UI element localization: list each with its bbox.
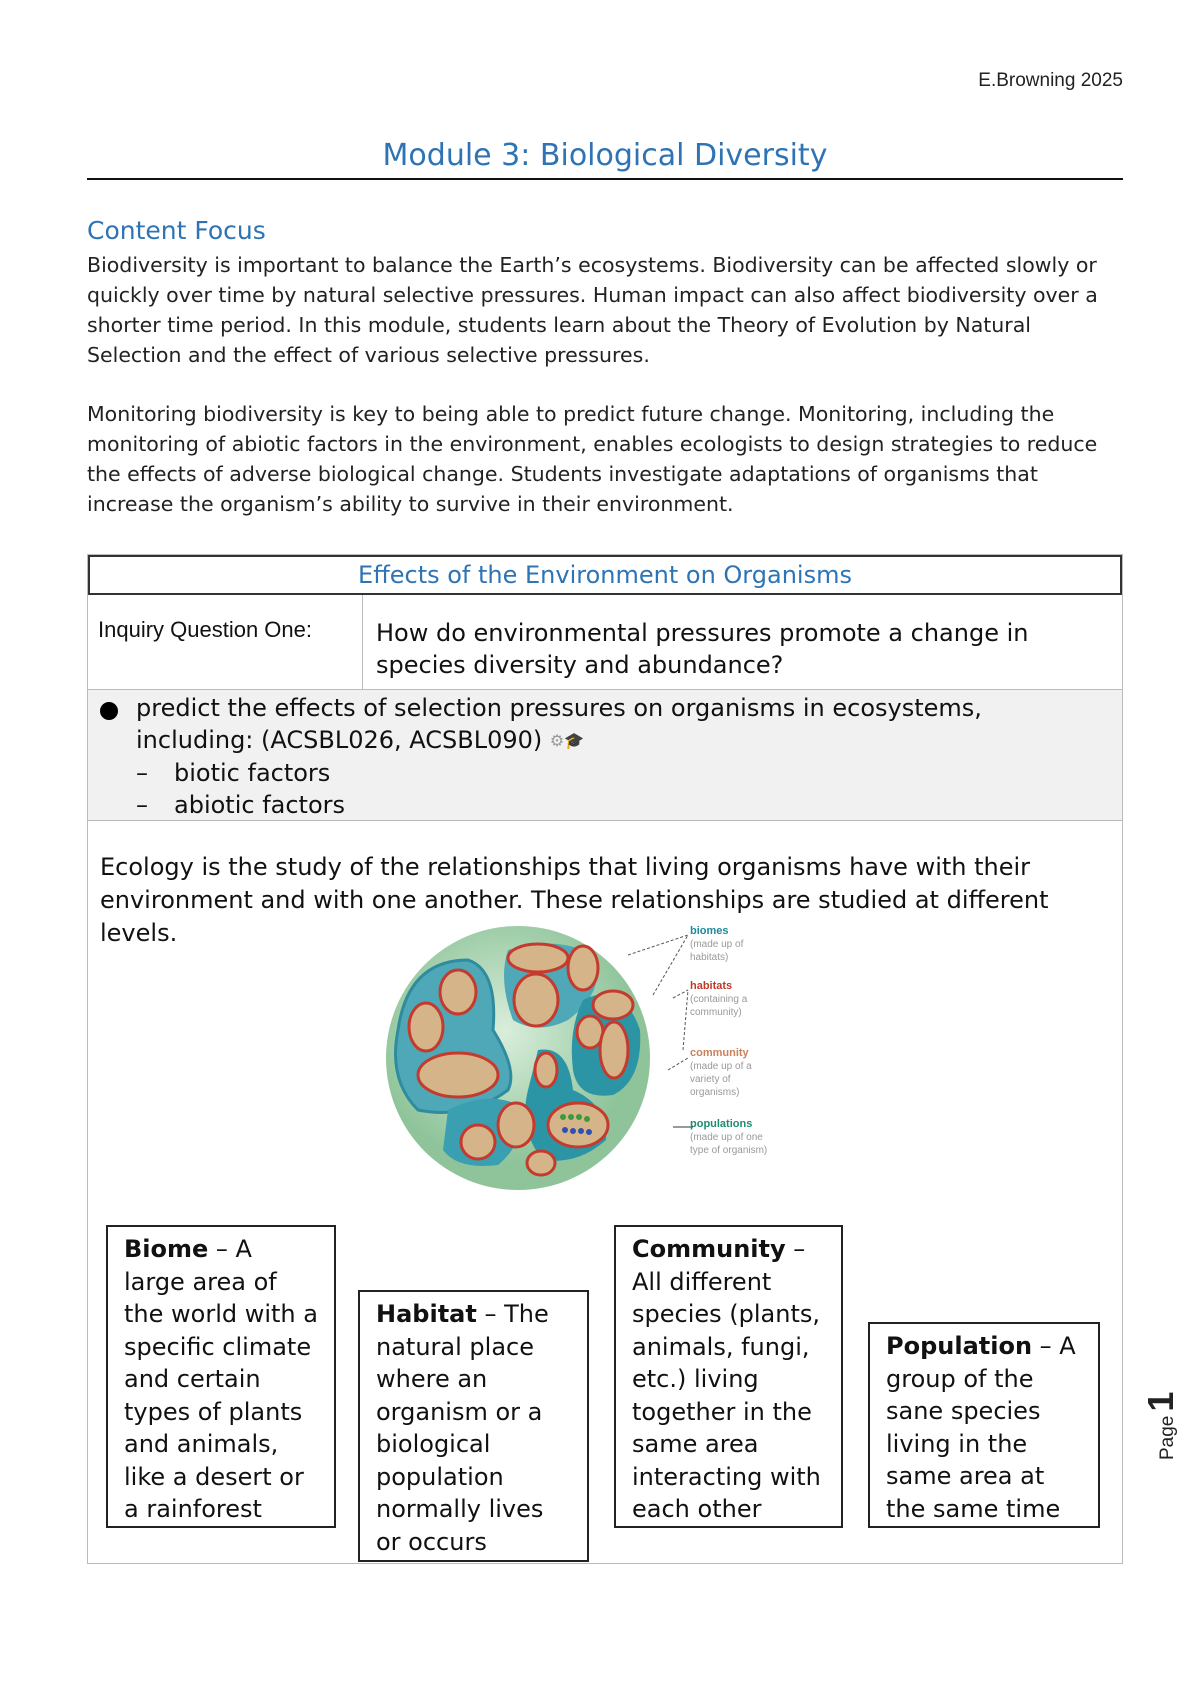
definition-population: Population – A group of the sane species living in the same area at the same time bbox=[868, 1322, 1100, 1528]
content-focus-paragraph-2: Monitoring biodiversity is key to being able to predict future change. Monitoring, including the monitoring of abiotic factors in the environment, enables ecologists to design strategies to reduce the effects of adverse biological change. Students investigate adaptations of organisms that increase the organism’s ability to survive in their environment. bbox=[87, 402, 1098, 516]
diagram-label-populations: populations (made up of one type of organism) bbox=[690, 1118, 768, 1156]
diagram-leader-lines bbox=[588, 920, 698, 1140]
sub-item: – abiotic factors bbox=[136, 791, 346, 819]
diagram-label-biomes: biomes (made up of habitats) bbox=[690, 925, 744, 963]
page-title: Module 3: Biological Diversity bbox=[382, 138, 828, 173]
outcome-line-1: predict the effects of selection pressures on organisms in ecosystems, bbox=[136, 694, 982, 722]
title-divider bbox=[87, 178, 1123, 180]
content-focus-paragraph-1: Biodiversity is important to balance the Earth’s ecosystems. Biodiversity can be affected slowly or quickly over time by natural selective pressures. Human impact can also affect biodiversity over a shorter time period. In this module, students learn about the Theory of Evolution by Natural Selection and the effect of various selective pressures. bbox=[87, 253, 1098, 367]
definition-habitat: Habitat – The natural place where an organism or a biological population normally lives or occurs bbox=[358, 1290, 589, 1562]
graduation-cap-icon: 🎓 bbox=[564, 731, 585, 750]
content-focus-heading: Content Focus bbox=[87, 216, 266, 245]
gears-icon: ⚙ bbox=[549, 731, 565, 750]
bullet-icon bbox=[100, 702, 118, 720]
effects-table bbox=[87, 554, 1123, 1564]
diagram-label-habitats: habitats (containing a community) bbox=[690, 980, 748, 1018]
sub-item: – biotic factors bbox=[136, 759, 331, 787]
inquiry-question-label: Inquiry Question One: bbox=[88, 595, 363, 690]
outcome-row bbox=[88, 690, 1122, 821]
inquiry-question-text: How do environmental pressures promote a change in species diversity and abundance? bbox=[363, 595, 1122, 690]
page-number: Page1 bbox=[1140, 1391, 1181, 1460]
diagram-label-community: community (made up of a variety of organisms) bbox=[690, 1047, 752, 1098]
definition-community: Community – All different species (plants, animals, fungi, etc.) living together in the same area interacting with each other bbox=[614, 1225, 843, 1528]
ecology-text: Ecology is the study of the relationships that living organisms have with their environment and with one another. These relationships are studied at different levels. bbox=[100, 853, 1049, 947]
author-label: E.Browning 2025 bbox=[978, 70, 1123, 91]
definition-biome: Biome – A large area of the world with a specific climate and certain types of plants and animals, like a desert or a rainforest bbox=[106, 1225, 336, 1528]
outcome-line-2: including: (ACSBL026, ACSBL090) bbox=[136, 726, 543, 754]
table-heading: Effects of the Environment on Organisms bbox=[88, 555, 1122, 595]
